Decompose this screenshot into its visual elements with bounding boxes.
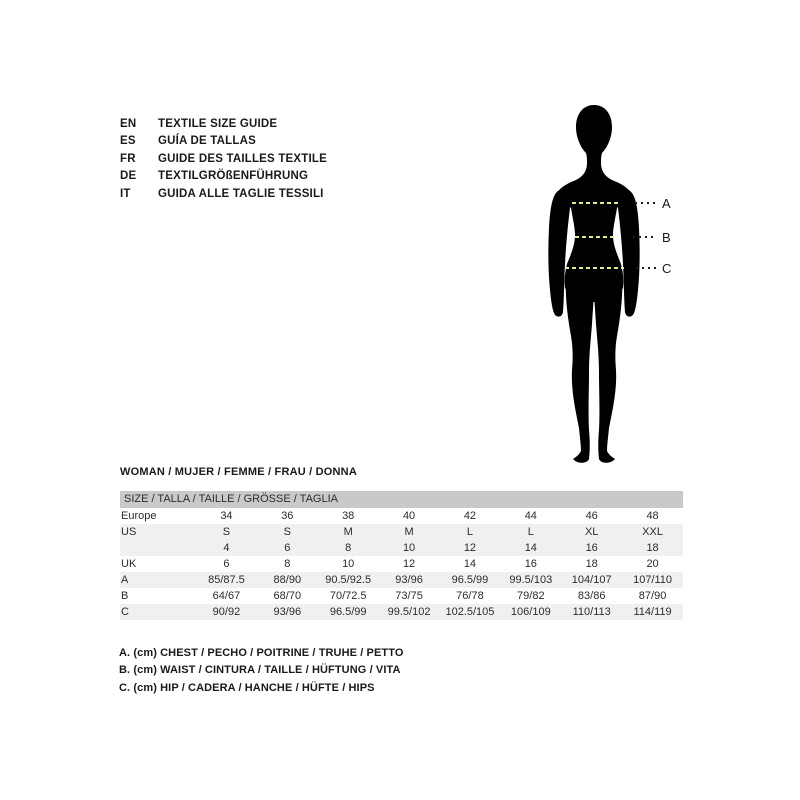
table-cell: 46 — [585, 510, 598, 522]
table-cell: 83/86 — [577, 590, 606, 602]
table-cell: 99.5/102 — [387, 606, 431, 618]
lang-label: GUIDA ALLE TAGLIE TESSILI — [158, 187, 324, 200]
size-table-header: SIZE / TALLA / TAILLE / GRÖSSE / TAGLIA — [120, 491, 683, 508]
table-cell: 85/87.5 — [208, 574, 245, 586]
table-cell: L — [527, 526, 534, 538]
table-cell: 8 — [345, 542, 352, 554]
section-heading: WOMAN / MUJER / FEMME / FRAU / DONNA — [120, 466, 357, 478]
table-cell: M — [343, 526, 353, 538]
table-row-uk — [120, 556, 683, 572]
row-label: Europe — [121, 510, 157, 522]
table-cell: 104/107 — [571, 574, 612, 586]
lang-label: TEXTILGRÖßENFÜHRUNG — [158, 170, 309, 183]
size-table — [120, 491, 683, 620]
table-cell: 90/92 — [212, 606, 241, 618]
lang-code: IT — [120, 187, 131, 200]
table-cell: 12 — [402, 558, 416, 570]
row-label: B — [121, 590, 129, 602]
row-label: A — [121, 574, 129, 586]
lang-row-fr — [120, 150, 327, 168]
table-row-chest — [120, 572, 683, 588]
table-cell: 68/70 — [273, 590, 302, 602]
table-cell: 90.5/92.5 — [325, 574, 372, 586]
lang-label: GUÍA DE TALLAS — [158, 135, 256, 148]
row-label: C — [121, 606, 129, 618]
table-cell: 10 — [402, 542, 416, 554]
table-cell: XL — [584, 526, 599, 538]
table-cell: 102.5/105 — [445, 606, 495, 618]
table-cell: 76/78 — [456, 590, 484, 602]
note-hip: C. (cm) HIP / CADERA / HANCHE / HÜFTE / HIPS — [119, 681, 375, 694]
chest-line-label: A — [662, 196, 671, 211]
silhouette-right-leg — [594, 276, 622, 463]
language-title-block — [120, 115, 327, 203]
table-cell: 6 — [284, 542, 291, 554]
silhouette-left-leg — [566, 276, 594, 463]
lang-row-es — [120, 133, 327, 151]
table-cell: 88/90 — [273, 574, 302, 586]
table-cell: 4 — [223, 542, 230, 554]
lang-code: EN — [120, 117, 137, 130]
lang-row-en — [120, 115, 327, 133]
lang-label: GUIDE DES TAILLES TEXTILE — [158, 152, 327, 165]
measurement-notes — [119, 644, 404, 697]
table-cell: 93/96 — [395, 574, 423, 586]
table-row-waist — [120, 588, 683, 604]
lang-label: TEXTILE SIZE GUIDE — [158, 117, 278, 130]
row-label: UK — [121, 558, 137, 570]
table-cell: L — [466, 526, 473, 538]
waist-line-label: B — [662, 230, 671, 245]
table-cell: 93/96 — [273, 606, 302, 618]
table-cell: 96.5/99 — [329, 606, 367, 618]
table-row-us-numeric — [120, 540, 683, 556]
note-chest: A. (cm) CHEST / PECHO / POITRINE / TRUHE / PETTO — [119, 646, 404, 659]
lang-row-de — [120, 168, 327, 186]
table-cell: 16 — [585, 542, 598, 554]
lang-code: DE — [120, 170, 137, 183]
table-cell: 110/113 — [572, 606, 611, 618]
table-cell: 8 — [284, 558, 291, 570]
table-cell: 18 — [646, 542, 659, 554]
note-waist: B. (cm) WAIST / CINTURA / TAILLE / HÜFTUNG / VITA — [119, 664, 401, 677]
table-cell: 40 — [402, 510, 416, 522]
table-cell: 14 — [463, 558, 477, 570]
measurement-figure — [540, 98, 700, 468]
table-cell: 87/90 — [638, 590, 667, 602]
lang-row-it — [120, 185, 327, 203]
table-cell: 96.5/99 — [451, 574, 489, 586]
table-cell: 73/75 — [395, 590, 423, 602]
table-cell: 36 — [281, 510, 294, 522]
table-cell: 6 — [223, 558, 230, 570]
table-cell: XXL — [642, 526, 663, 538]
table-cell: 42 — [463, 510, 477, 522]
table-row-hip — [120, 604, 683, 620]
table-cell: 79/82 — [517, 590, 545, 602]
table-cell: 18 — [585, 558, 598, 570]
table-cell: 114/119 — [633, 606, 672, 618]
table-cell: 70/72.5 — [329, 590, 367, 602]
table-cell: 34 — [220, 510, 233, 522]
table-cell: 20 — [646, 558, 659, 570]
table-cell: 10 — [342, 558, 355, 570]
table-cell: 16 — [524, 558, 537, 570]
table-cell: 38 — [342, 510, 355, 522]
hip-line-label: C — [662, 261, 672, 276]
lang-code: FR — [120, 152, 136, 165]
table-cell: 44 — [524, 510, 537, 522]
row-label: US — [121, 526, 137, 538]
table-cell: 48 — [646, 510, 659, 522]
table-cell: 106/109 — [510, 606, 551, 618]
table-cell: S — [222, 526, 231, 538]
table-row-us-letter — [120, 524, 683, 540]
lang-code: ES — [120, 135, 136, 148]
table-cell: 14 — [524, 542, 537, 554]
table-cell: 12 — [463, 542, 477, 554]
table-cell: M — [404, 526, 414, 538]
table-cell: 99.5/103 — [509, 574, 553, 586]
table-cell: S — [283, 526, 291, 538]
woman-silhouette — [548, 105, 639, 463]
table-row-europe — [120, 508, 683, 524]
table-cell: 64/67 — [212, 590, 241, 602]
table-cell: 107/110 — [633, 574, 673, 586]
